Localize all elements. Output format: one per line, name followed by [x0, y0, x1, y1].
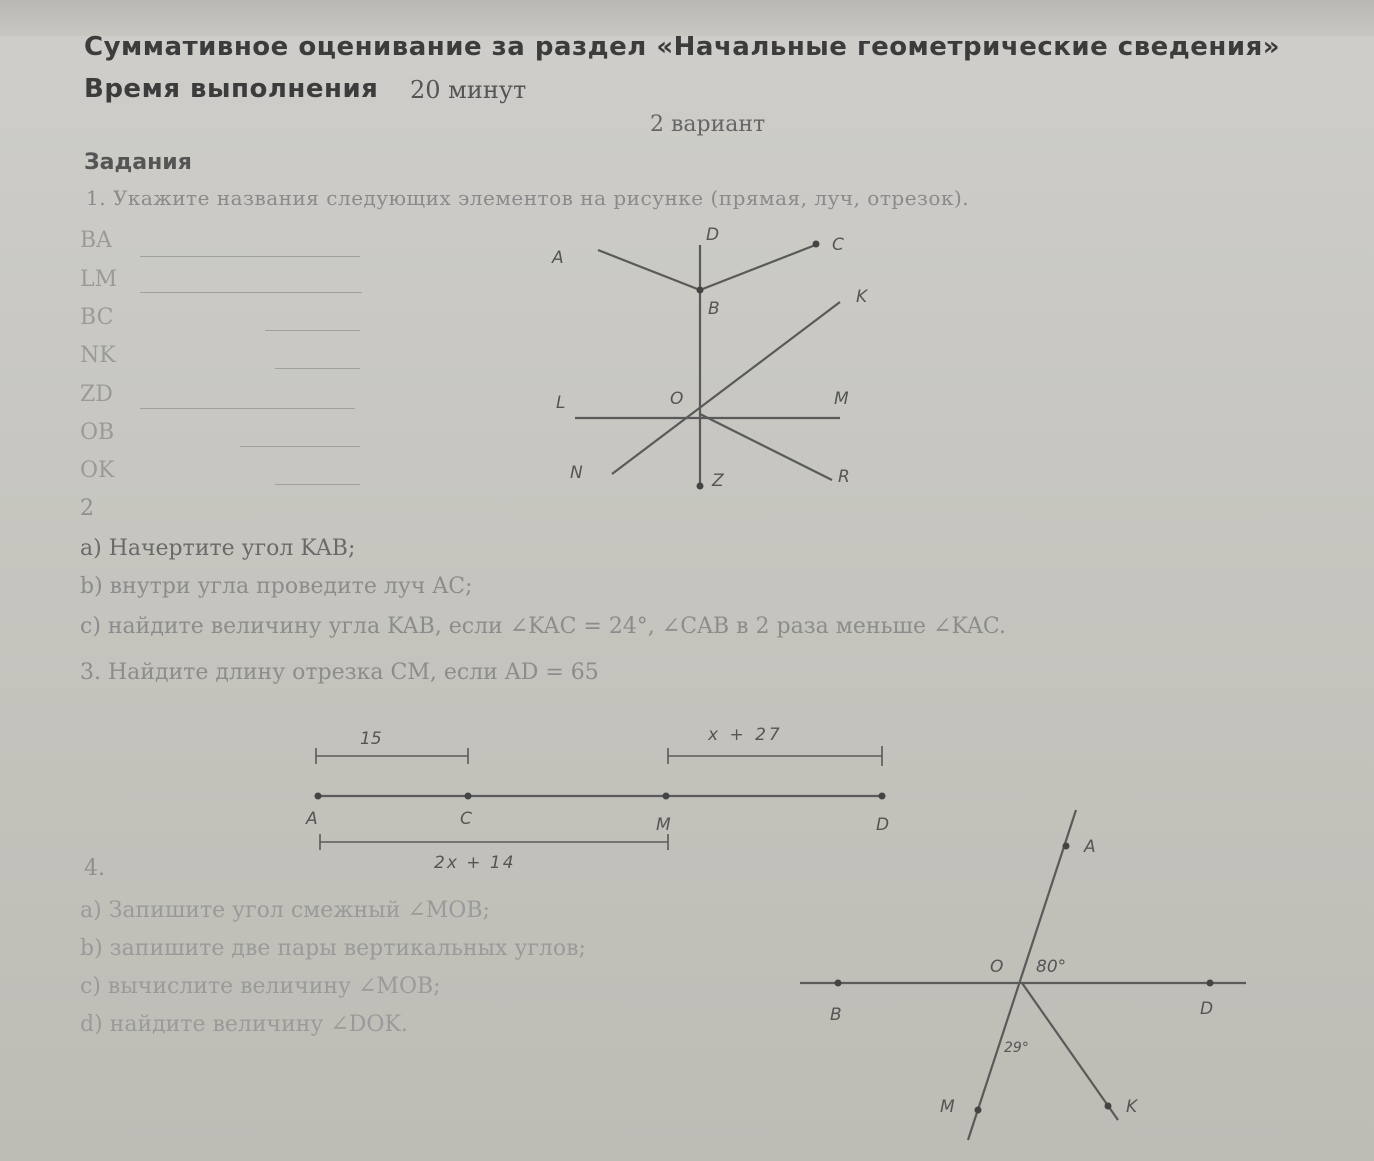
figure-task1: [551, 225, 869, 491]
point-m: [975, 1107, 982, 1114]
point-a: [315, 793, 322, 800]
label-b: B: [830, 1005, 842, 1025]
angle-top-label: 80°: [1036, 957, 1067, 977]
dimension-2x14-label: 2x + 14: [434, 853, 516, 873]
angle-bottom-label: 29°: [1004, 1040, 1029, 1056]
item-nk: NK: [80, 343, 116, 368]
task2-b: b) внутри угла проведите луч AC;: [80, 574, 473, 599]
point-c: [813, 241, 820, 248]
label-a: A: [1084, 837, 1096, 857]
point-a: [1063, 843, 1070, 850]
task4-d: d) найдите величину ∠DOK.: [80, 1012, 408, 1037]
segment-ab: [598, 250, 700, 290]
time-label: Время выполнения: [84, 74, 379, 104]
task4-c: c) вычислите величину ∠MOB;: [80, 974, 441, 999]
label-k: K: [856, 287, 868, 307]
point-k: [1105, 1103, 1112, 1110]
task4-number: 4.: [84, 856, 105, 881]
item-zd: ZD: [80, 382, 113, 407]
label-d: D: [1200, 999, 1214, 1019]
label-d: D: [706, 225, 720, 245]
task4-b: b) запишите две пары вертикальных углов;: [80, 936, 586, 961]
point-d: [879, 793, 886, 800]
label-o: O: [990, 957, 1004, 977]
label-m: M: [656, 815, 671, 835]
tasks-heading: Задания: [84, 150, 192, 175]
point-z: [697, 483, 704, 490]
item-lm: LM: [80, 267, 118, 292]
worksheet-title: Суммативное оценивание за раздел «Начальные геометрические сведения»: [84, 32, 1281, 62]
time-value: 20 минут: [410, 76, 527, 104]
item-bc: BC: [80, 305, 114, 330]
ray-ok: [1022, 983, 1118, 1120]
label-a: A: [552, 248, 564, 268]
task2-c: c) найдите величину угла KAB, если ∠KAC = 24°, ∠CAB в 2 раза меньше ∠KAC.: [80, 614, 1006, 639]
item-ok: OK: [80, 458, 115, 483]
line-nk: [612, 302, 840, 474]
point-d: [1207, 980, 1214, 987]
item-ba: BA: [80, 228, 113, 253]
label-r: R: [838, 467, 850, 487]
label-m: M: [834, 389, 849, 409]
point-b: [697, 287, 704, 294]
label-c: C: [832, 235, 844, 255]
label-d: D: [876, 815, 890, 835]
figure-task3: [305, 725, 889, 873]
task3-text: 3. Найдите длину отрезка CM, если AD = 65: [80, 660, 599, 685]
label-o: O: [670, 389, 684, 409]
task2-number: 2: [80, 496, 94, 521]
item-ob: OB: [80, 420, 115, 445]
label-n: N: [570, 463, 583, 483]
label-z: Z: [712, 471, 724, 491]
variant-label: 2 вариант: [650, 112, 766, 137]
point-m: [663, 793, 670, 800]
dimension-x27-label: x + 27: [708, 725, 783, 745]
task4-a: a) Запишите угол смежный ∠MOB;: [80, 898, 490, 923]
label-c: C: [460, 809, 472, 829]
label-m: M: [940, 1097, 955, 1117]
label-l: L: [556, 393, 566, 413]
label-a: A: [306, 809, 318, 829]
figure-task4: [800, 810, 1246, 1140]
label-k: K: [1126, 1097, 1138, 1117]
segment-bc: [700, 244, 818, 290]
dimension-15-label: 15: [360, 729, 382, 749]
task2-a: a) Начертите угол KAB;: [80, 536, 356, 561]
task1-text: 1. Укажите названия следующих элементов на рисунке (прямая, луч, отрезок).: [86, 186, 970, 210]
point-c: [465, 793, 472, 800]
point-b: [835, 980, 842, 987]
label-b: B: [708, 299, 720, 319]
